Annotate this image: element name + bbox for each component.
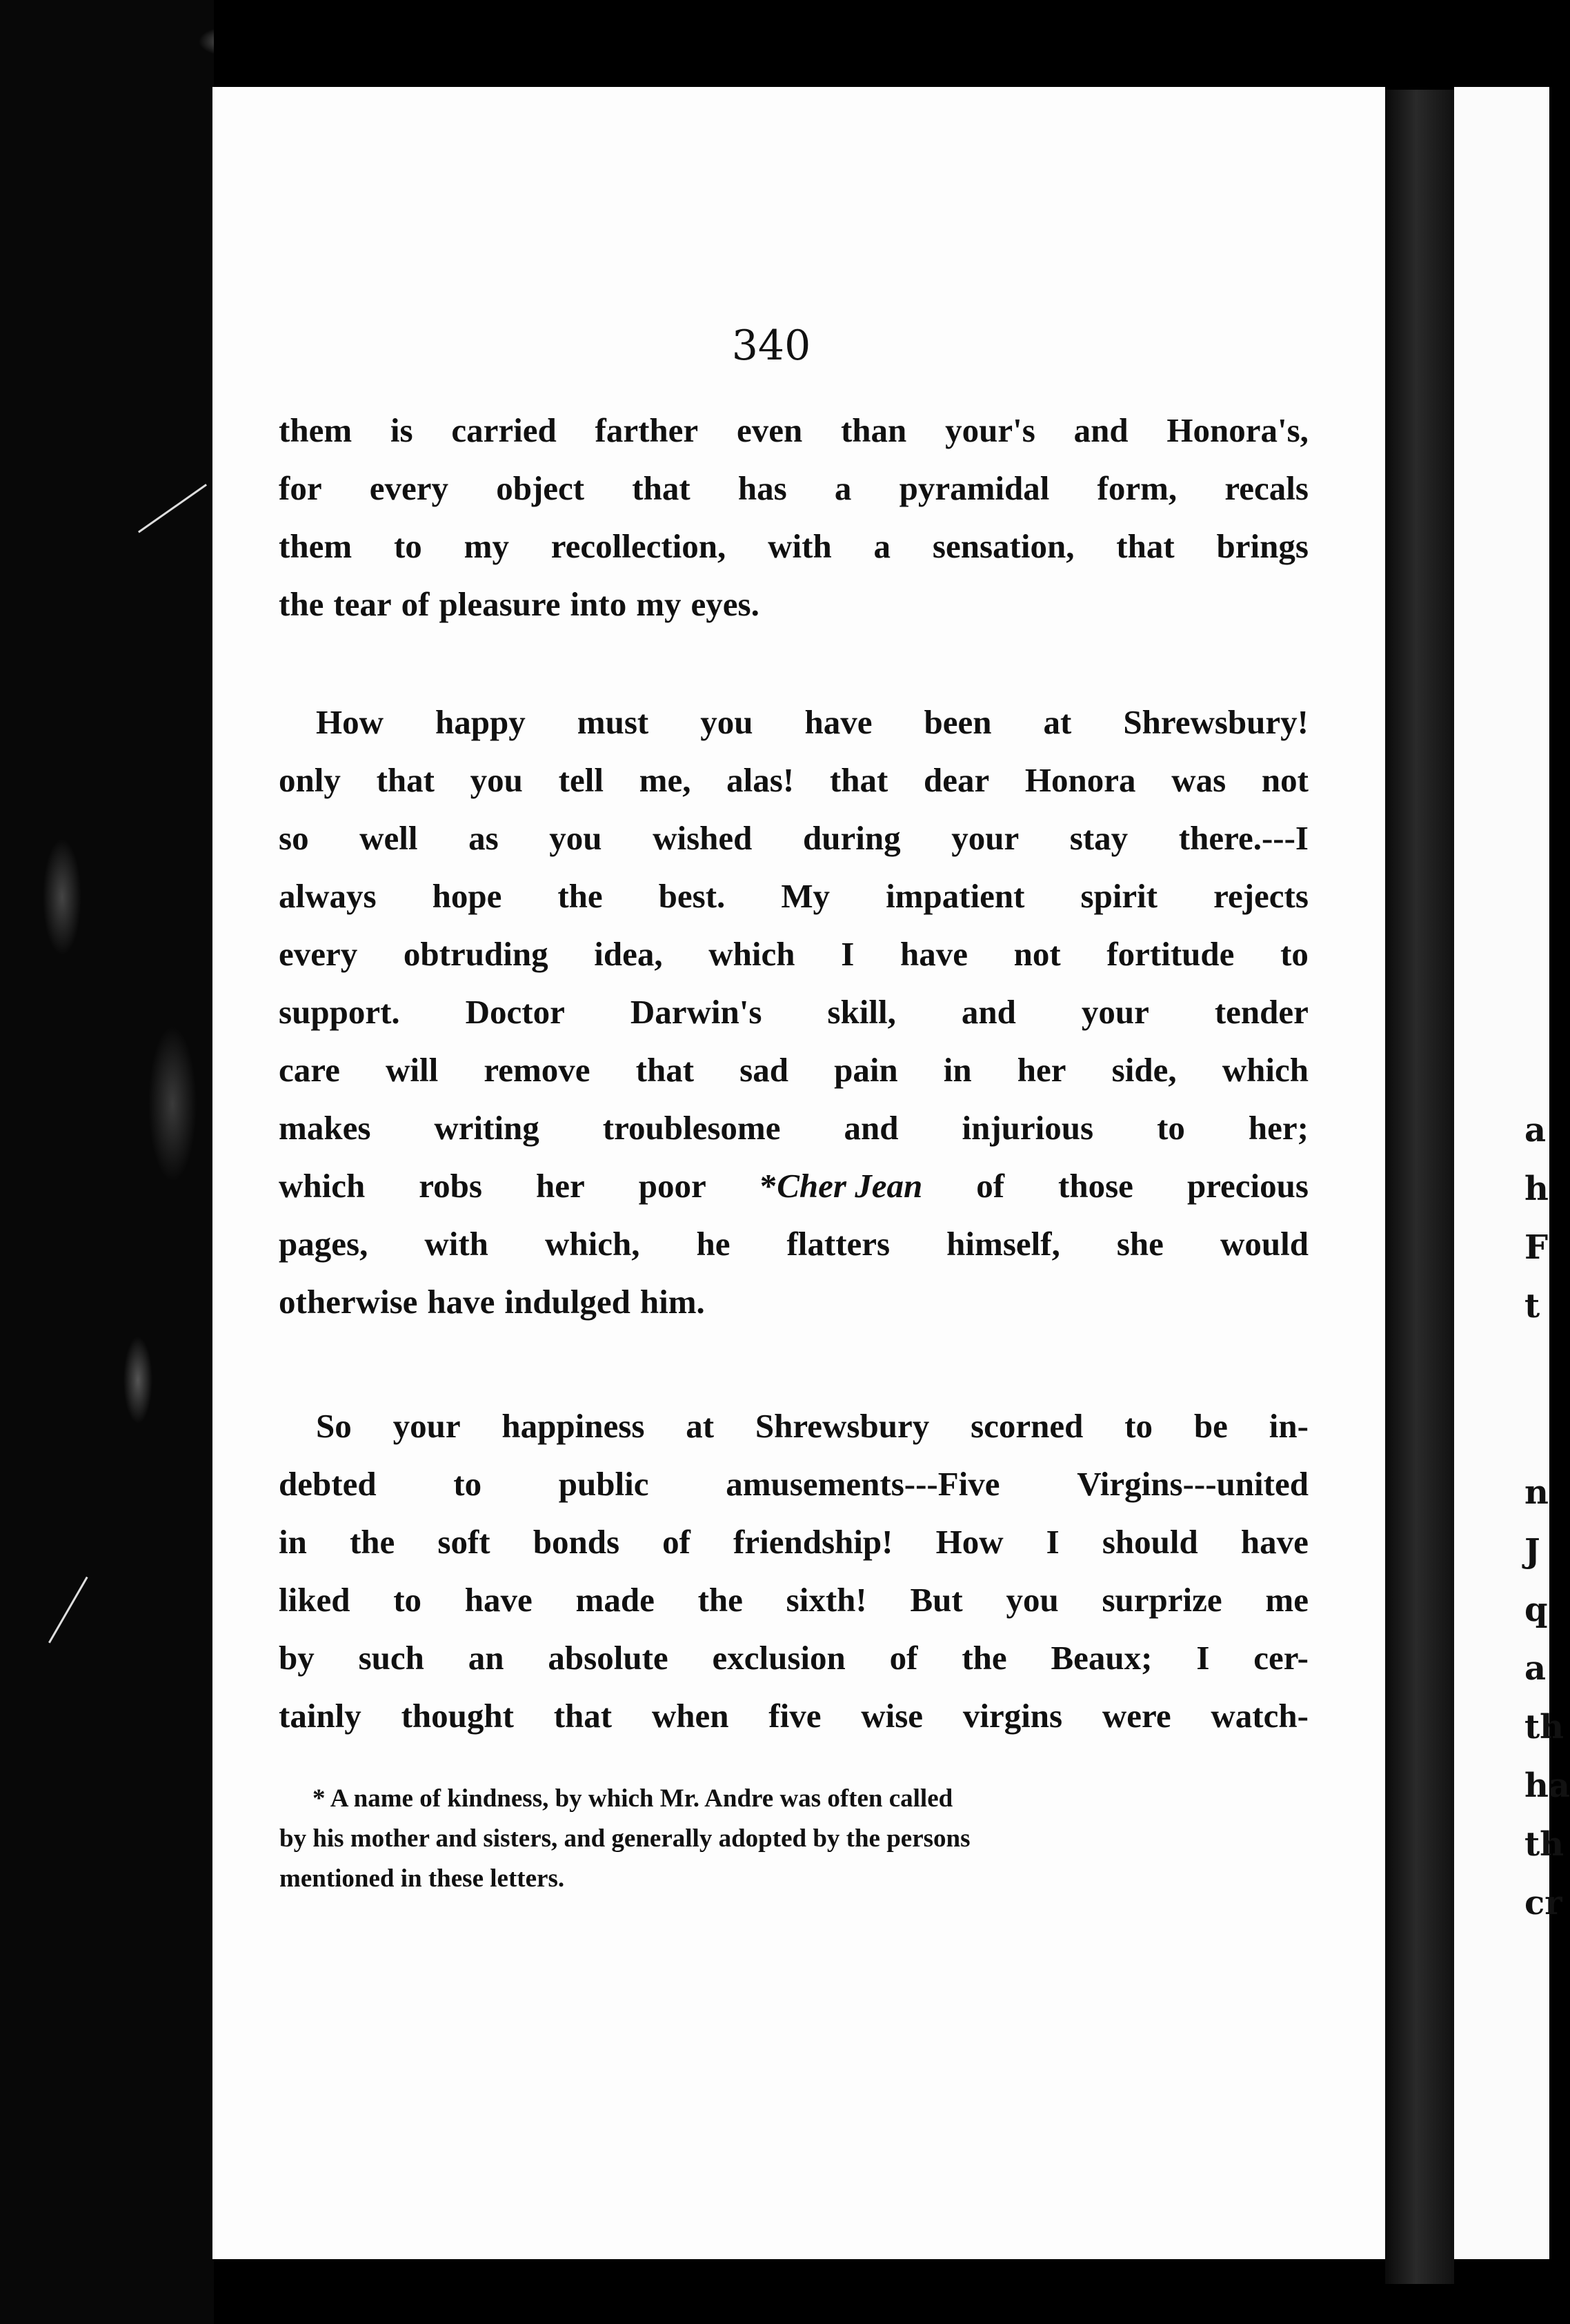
word: Doctor bbox=[465, 993, 565, 1031]
word: to bbox=[393, 1581, 422, 1619]
word: he bbox=[696, 1225, 731, 1263]
footnote-line: by his mother and sisters, and generally adopted by the persons bbox=[279, 1824, 971, 1853]
word: your bbox=[1081, 993, 1149, 1031]
word: pain bbox=[834, 1051, 898, 1089]
word: of bbox=[662, 1523, 690, 1561]
next-page-fragment: q bbox=[1524, 1591, 1548, 1629]
word: *Cher Jean bbox=[759, 1167, 923, 1205]
word: Honora's, bbox=[1166, 411, 1309, 449]
word: tender bbox=[1214, 993, 1309, 1031]
footnote bbox=[279, 1779, 1293, 1899]
word: happy bbox=[435, 703, 526, 741]
word: watch- bbox=[1211, 1697, 1309, 1735]
word: the bbox=[962, 1639, 1007, 1677]
word: indulged bbox=[504, 1283, 630, 1321]
word: that bbox=[553, 1697, 613, 1735]
word: skill, bbox=[827, 993, 896, 1031]
word: my bbox=[464, 527, 509, 565]
page-number: 340 bbox=[731, 322, 811, 370]
text-line bbox=[279, 1571, 1309, 1629]
word: have bbox=[464, 1581, 533, 1619]
word: Virgins---united bbox=[1077, 1465, 1309, 1503]
word: pages, bbox=[279, 1225, 368, 1263]
word: her bbox=[535, 1167, 585, 1205]
word: But bbox=[910, 1581, 963, 1619]
word: amusements---Five bbox=[726, 1465, 1000, 1503]
word: impatient bbox=[886, 877, 1025, 915]
word: of bbox=[976, 1167, 1005, 1205]
word: was bbox=[1171, 761, 1226, 799]
word: poor bbox=[638, 1167, 706, 1205]
word: by bbox=[279, 1639, 315, 1677]
word: to bbox=[1124, 1407, 1153, 1445]
word: me, bbox=[639, 761, 691, 799]
word: which, bbox=[544, 1225, 640, 1263]
word: a bbox=[873, 527, 891, 565]
word: will bbox=[385, 1051, 439, 1089]
word: robs bbox=[419, 1167, 482, 1205]
word: which bbox=[279, 1167, 366, 1205]
word: well bbox=[359, 819, 418, 857]
word: sensation, bbox=[932, 527, 1075, 565]
word: pleasure bbox=[439, 585, 561, 623]
word: not bbox=[1261, 761, 1309, 799]
word: even bbox=[736, 411, 803, 449]
word: friendship! bbox=[733, 1523, 893, 1561]
word: with bbox=[424, 1225, 488, 1263]
word: Shrewsbury! bbox=[1123, 703, 1309, 741]
word: wished bbox=[653, 819, 753, 857]
word: is bbox=[390, 411, 413, 449]
word: me bbox=[1265, 1581, 1309, 1619]
word: five bbox=[768, 1697, 822, 1735]
word: Shrewsbury bbox=[755, 1407, 930, 1445]
word: recals bbox=[1224, 469, 1309, 507]
text-line bbox=[279, 983, 1309, 1041]
text-line bbox=[279, 1041, 1309, 1099]
text-line bbox=[279, 1099, 1309, 1157]
word: have bbox=[1240, 1523, 1309, 1561]
word: must bbox=[577, 703, 649, 741]
word: the bbox=[279, 585, 324, 623]
word: in- bbox=[1269, 1407, 1309, 1445]
word: fortitude bbox=[1106, 935, 1235, 973]
word: alas! bbox=[726, 761, 795, 799]
text-line bbox=[279, 1513, 1309, 1571]
word: and bbox=[1073, 411, 1129, 449]
word: idea, bbox=[594, 935, 663, 973]
word: dear bbox=[923, 761, 990, 799]
next-page-fragment: n bbox=[1524, 1473, 1549, 1512]
word: in bbox=[279, 1523, 307, 1561]
word: your's bbox=[945, 411, 1035, 449]
word: only bbox=[279, 761, 341, 799]
next-page-fragment: t bbox=[1524, 1287, 1540, 1326]
word: sad bbox=[739, 1051, 788, 1089]
word: of bbox=[401, 585, 430, 623]
text-line bbox=[279, 1397, 1309, 1455]
word: been bbox=[924, 703, 992, 741]
text-line bbox=[279, 809, 1309, 867]
paragraph-3 bbox=[279, 1397, 1309, 1745]
word: those bbox=[1058, 1167, 1133, 1205]
next-page-fragment: J bbox=[1524, 1532, 1540, 1570]
word: the bbox=[349, 1523, 395, 1561]
footnote-line: * A name of kindness, by which Mr. Andre was often called bbox=[312, 1784, 953, 1813]
word: always bbox=[279, 877, 377, 915]
text-line bbox=[279, 460, 1309, 518]
text-line bbox=[279, 1629, 1309, 1687]
word: has bbox=[737, 469, 787, 507]
text-line bbox=[279, 518, 1309, 575]
next-page-fragment: a bbox=[1524, 1649, 1547, 1688]
word: soft bbox=[437, 1523, 490, 1561]
paragraph-1 bbox=[279, 402, 1309, 633]
word: every bbox=[279, 935, 358, 973]
word: that bbox=[635, 1051, 695, 1089]
word: as bbox=[468, 819, 499, 857]
word: injurious bbox=[962, 1109, 1094, 1147]
word: to bbox=[393, 527, 422, 565]
word: form, bbox=[1097, 469, 1178, 507]
text-line bbox=[279, 751, 1309, 809]
word: debted bbox=[279, 1465, 377, 1503]
word: public bbox=[558, 1465, 649, 1503]
word: that bbox=[829, 761, 888, 799]
text-line bbox=[279, 1455, 1309, 1513]
word: them bbox=[279, 411, 352, 449]
word: tainly bbox=[279, 1697, 361, 1735]
word: stay bbox=[1069, 819, 1129, 857]
word: brings bbox=[1216, 527, 1309, 565]
scan-background bbox=[0, 0, 214, 2324]
word: How bbox=[935, 1523, 1004, 1561]
word: So bbox=[316, 1407, 352, 1445]
word: flatters bbox=[786, 1225, 891, 1263]
word: which bbox=[708, 935, 795, 973]
word: an bbox=[468, 1639, 504, 1677]
word: you bbox=[470, 761, 523, 799]
word: precious bbox=[1186, 1167, 1309, 1205]
word: exclusion bbox=[712, 1639, 846, 1677]
word: should bbox=[1102, 1523, 1198, 1561]
word: have bbox=[427, 1283, 495, 1321]
text-line bbox=[279, 1157, 1309, 1215]
word: farther bbox=[595, 411, 699, 449]
word: you bbox=[1006, 1581, 1059, 1619]
word: when bbox=[651, 1697, 729, 1735]
word: best. bbox=[658, 877, 726, 915]
word: eyes. bbox=[690, 585, 759, 623]
word: of bbox=[889, 1639, 918, 1677]
word: there.---I bbox=[1178, 819, 1309, 857]
word: them bbox=[279, 527, 352, 565]
word: virgins bbox=[962, 1697, 1063, 1735]
next-page-fragment: ha bbox=[1524, 1766, 1570, 1805]
word: have bbox=[900, 935, 968, 973]
word: during bbox=[803, 819, 901, 857]
word: to bbox=[1157, 1109, 1185, 1147]
word: made bbox=[575, 1581, 655, 1619]
word: she bbox=[1116, 1225, 1164, 1263]
word: my bbox=[636, 585, 682, 623]
word: such bbox=[358, 1639, 424, 1677]
word: care bbox=[279, 1051, 340, 1089]
word: scorned bbox=[971, 1407, 1084, 1445]
word: Honora bbox=[1024, 761, 1136, 799]
word: your bbox=[392, 1407, 461, 1445]
word: Beaux; bbox=[1051, 1639, 1153, 1677]
word: him. bbox=[639, 1283, 705, 1321]
word: not bbox=[1013, 935, 1061, 973]
text-line bbox=[279, 402, 1309, 460]
word: troublesome bbox=[602, 1109, 781, 1147]
word: I bbox=[1046, 1523, 1060, 1561]
word: object bbox=[496, 469, 585, 507]
word: than bbox=[840, 411, 907, 449]
word: that bbox=[1116, 527, 1175, 565]
word: every bbox=[369, 469, 449, 507]
next-page-fragment: th bbox=[1524, 1708, 1564, 1746]
text-line bbox=[279, 1273, 1309, 1331]
word: the bbox=[697, 1581, 743, 1619]
word: to bbox=[1280, 935, 1309, 973]
word: writing bbox=[434, 1109, 539, 1147]
word: her; bbox=[1248, 1109, 1309, 1147]
text-line bbox=[279, 925, 1309, 983]
word: bonds bbox=[533, 1523, 620, 1561]
word: otherwise bbox=[279, 1283, 418, 1321]
word: you bbox=[700, 703, 753, 741]
word: and bbox=[844, 1109, 899, 1147]
word: have bbox=[804, 703, 873, 741]
word: sixth! bbox=[786, 1581, 867, 1619]
word: pyramidal bbox=[899, 469, 1050, 507]
word: were bbox=[1102, 1697, 1171, 1735]
word: in bbox=[943, 1051, 972, 1089]
page-gutter bbox=[1385, 90, 1454, 2284]
word: side, bbox=[1111, 1051, 1177, 1089]
word: and bbox=[961, 993, 1016, 1031]
word: happiness bbox=[501, 1407, 645, 1445]
word: rejects bbox=[1213, 877, 1309, 915]
word: at bbox=[1043, 703, 1072, 741]
word: at bbox=[686, 1407, 715, 1445]
text-line bbox=[279, 1687, 1309, 1745]
text-line bbox=[279, 1215, 1309, 1273]
word: Darwin's bbox=[630, 993, 762, 1031]
word: wise bbox=[861, 1697, 924, 1735]
word: you bbox=[549, 819, 602, 857]
word: recollection, bbox=[550, 527, 726, 565]
word: spirit bbox=[1080, 877, 1158, 915]
word: which bbox=[1222, 1051, 1309, 1089]
word: for bbox=[279, 469, 322, 507]
word: cer- bbox=[1253, 1639, 1309, 1677]
word: liked bbox=[279, 1581, 350, 1619]
word: with bbox=[768, 527, 832, 565]
word: obtruding bbox=[403, 935, 548, 973]
word: thought bbox=[401, 1697, 514, 1735]
word: into bbox=[570, 585, 627, 623]
text-line bbox=[279, 575, 1309, 633]
word: absolute bbox=[548, 1639, 668, 1677]
paragraph-2 bbox=[279, 693, 1309, 1331]
word: her bbox=[1017, 1051, 1066, 1089]
word: to bbox=[453, 1465, 482, 1503]
word: support. bbox=[279, 993, 400, 1031]
next-page-fragment: cr bbox=[1524, 1884, 1562, 1922]
word: carried bbox=[451, 411, 557, 449]
word: that bbox=[376, 761, 435, 799]
word: remove bbox=[484, 1051, 590, 1089]
word: would bbox=[1220, 1225, 1309, 1263]
next-page-fragment: th bbox=[1524, 1825, 1564, 1864]
word: My bbox=[781, 877, 831, 915]
word: himself, bbox=[946, 1225, 1060, 1263]
next-page-fragment: h bbox=[1524, 1170, 1549, 1208]
next-page-fragment: F bbox=[1524, 1228, 1549, 1267]
word: so bbox=[279, 819, 309, 857]
text-line bbox=[279, 693, 1309, 751]
word: tear bbox=[333, 585, 392, 623]
word: the bbox=[557, 877, 603, 915]
word: a bbox=[834, 469, 852, 507]
next-page-fragment: a bbox=[1524, 1111, 1547, 1150]
word: hope bbox=[432, 877, 502, 915]
word: be bbox=[1193, 1407, 1228, 1445]
word: I bbox=[841, 935, 855, 973]
word: your bbox=[951, 819, 1020, 857]
word: surprize bbox=[1102, 1581, 1222, 1619]
word: I bbox=[1196, 1639, 1210, 1677]
word: that bbox=[632, 469, 690, 507]
footnote-line: mentioned in these letters. bbox=[279, 1864, 565, 1893]
word: How bbox=[316, 703, 384, 741]
word: tell bbox=[558, 761, 604, 799]
word: makes bbox=[279, 1109, 371, 1147]
text-line bbox=[279, 867, 1309, 925]
